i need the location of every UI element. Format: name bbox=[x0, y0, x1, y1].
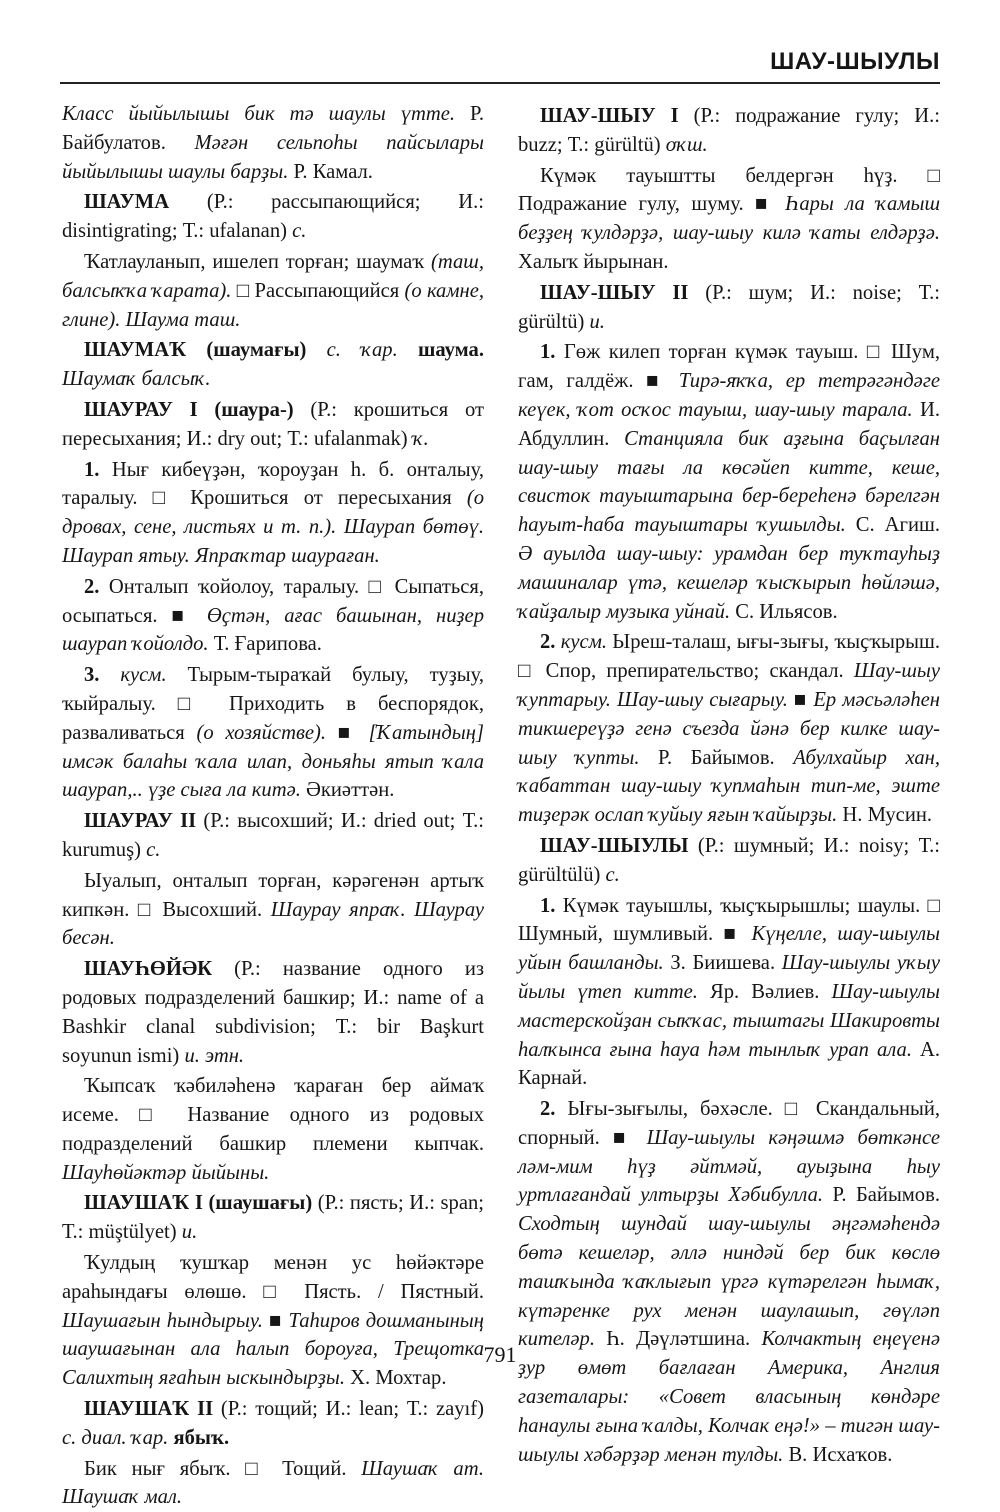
entry-headword-line bbox=[62, 336, 484, 394]
sense-paragraph bbox=[62, 456, 484, 571]
italic-text: кусм. bbox=[99, 664, 167, 687]
italic-text: Ә ауылда шау-шыу: урамдан бер туҡтауһыҙ машиналар үтә, кешеләр ҡысҡырып һөйләшә, ҡайҙалыр музыка уйнай. bbox=[518, 542, 940, 623]
sense-paragraph bbox=[518, 628, 940, 830]
sense-paragraph bbox=[62, 1249, 484, 1393]
italic-text: (таш, балсыҡҡа ҡарата). bbox=[62, 250, 484, 302]
italic-text: Тирә-яҡҡа, ер тетрәгәндәге кеүек, ҡот осҡос тауыш, шау-шыу тарала. bbox=[518, 370, 940, 421]
page-number: 791 bbox=[483, 1342, 517, 1367]
headword: 1. bbox=[84, 458, 100, 481]
italic-text: (о дровах, сене, листьях и т. п.). Шаурап бөтөү. Шаурап ятыу. Япраҡтар шаураған. bbox=[62, 487, 484, 567]
headword: 2. bbox=[540, 631, 556, 654]
italic-text: и. bbox=[181, 1221, 198, 1244]
text: □ Рассыпающийся bbox=[231, 279, 405, 302]
text: (Р.: рассыпающийся; И.: disintigrating; Т.: ufalanan) bbox=[62, 191, 484, 243]
text: Күмәк тауышлы, ҡыҫҡырышлы; шаулы. □ Шумный, шумливый. ■ bbox=[518, 894, 940, 946]
text: (Р.: название одного из родовых подразделений башкир; И.: name of a Bashkir clanal subdivision; Т.: bir Başkurt soyunun ismi) bbox=[62, 958, 484, 1067]
text: Нығ кибеүҙән, ҡороуҙан һ. б. онталыу, таралыу. □ Крошиться от пересыхания bbox=[62, 458, 484, 510]
italic-text: Ер мәсьәләһен тикшереүҙә генә съезда йәнә бер килке шау-шыу ҡупты. bbox=[518, 688, 940, 769]
italic-text: Абулхайыр хан, ҡабаттан шау-шыу ҡупмаһын тип-ме, эште тиҙерәк ослап ҡуйыу яғын ҡайырҙы. bbox=[518, 746, 940, 827]
sense-paragraph bbox=[62, 1455, 484, 1512]
text: Р. Байбулатов. bbox=[62, 103, 484, 154]
italic-text: ҡ. bbox=[412, 427, 429, 450]
text: (Р.: пясть; И.: span; Т.: müştülyet) bbox=[62, 1192, 484, 1244]
headword: ШАУ-ШЫУ II bbox=[540, 281, 689, 304]
headword: ШАУМА bbox=[84, 191, 170, 214]
text: Т. Ғарипова. bbox=[208, 633, 322, 656]
continued-text bbox=[62, 100, 484, 186]
text: Х. Мохтар. bbox=[344, 1367, 447, 1390]
sense-paragraph bbox=[62, 573, 484, 659]
text: Ҡулдың ҡушҡар менән ус һөйәктәре араһындағы өлөшө. □ Пясть. / Пястный. bbox=[62, 1252, 484, 1303]
text: Н. Мусин. bbox=[837, 804, 933, 827]
italic-text: (о камне, глине). Шаума таш. bbox=[62, 279, 485, 331]
headword: ШАУШАҠ I (шаушағы) bbox=[84, 1192, 313, 1215]
text: А. Карнай. bbox=[518, 1038, 941, 1090]
entry-headword-line bbox=[518, 279, 940, 337]
text: Ығы-зығылы, бәхәсле. □ Скандальный, спорный. ■ bbox=[518, 1098, 940, 1149]
sense-paragraph bbox=[518, 1095, 940, 1469]
headword: ШАУ-ШЫУ I bbox=[540, 105, 679, 127]
entry-headword-line bbox=[62, 807, 484, 865]
text: Ҡатлауланып, ишелеп торған; шаумаҡ bbox=[84, 250, 432, 273]
sense-paragraph bbox=[62, 1072, 484, 1187]
right-column bbox=[518, 100, 940, 1469]
italic-text: с. bbox=[146, 838, 161, 861]
running-head-title: ШАУ-ШЫУЛЫ bbox=[770, 48, 940, 75]
text: Ҡыпсаҡ ҡәбиләһенә ҡараған бер аймаҡ исеме. □ Название одного из родовых подразделений башкир племени кыпчак. bbox=[62, 1075, 484, 1155]
headword: шаума. bbox=[418, 339, 484, 362]
text: Күмәк тауыштты белдергән һүҙ. □ Подражание гулу, шуму. ■ bbox=[518, 164, 940, 216]
text: Һ. Дәүләтшина. bbox=[595, 1328, 762, 1351]
text: Ыреш-талаш, ығы-зығы, ҡыҫҡырыш. □ Спор, препирательство; скандал. bbox=[518, 631, 940, 683]
italic-text: Шаушаҡ ат. Шаушаҡ мал. bbox=[62, 1457, 484, 1509]
entry-headword-line bbox=[62, 955, 484, 1070]
italic-text: кусм. bbox=[555, 631, 607, 654]
headword: 2. bbox=[84, 575, 100, 598]
italic-text: Шау-шыулы мастерскойҙан сыҡҡас, тыштагы Шакировты һалҡынса ғына һауа һәм тынлыҡ урап ала. bbox=[518, 980, 940, 1061]
text: Р. Камал. bbox=[293, 160, 373, 183]
italic-text: с. ҡар. bbox=[306, 339, 418, 362]
entry-headword-line bbox=[62, 188, 484, 246]
headword: ШАУРАУ II bbox=[84, 810, 197, 833]
left-column bbox=[62, 100, 484, 1512]
text: (Р.: шум; И.: noise; Т.: gürültü) bbox=[518, 281, 940, 333]
sense-paragraph bbox=[518, 892, 940, 1094]
text: Ыуалып, онталып торған, кәрәгенән артыҡ кипкән. □ Высохший. bbox=[62, 869, 484, 921]
text: (Р.: подражание гулу; И.: buzz; Т.: gürültü) bbox=[518, 105, 940, 156]
text: ■ bbox=[262, 1309, 289, 1332]
italic-text: оҡш. bbox=[665, 133, 708, 156]
text: И. Абдуллин. bbox=[518, 398, 940, 450]
entry-headword-line bbox=[62, 1395, 484, 1453]
italic-text: и. bbox=[589, 310, 605, 333]
text: В. Исхаҡов. bbox=[783, 1443, 893, 1466]
italic-text: Шаушағын һындырыу. bbox=[62, 1309, 263, 1332]
italic-text: Шау-шыулы уҡыу йылы үтеп китте. bbox=[518, 952, 940, 1003]
italic-text: Шаумаҡ балсыҡ. bbox=[62, 368, 211, 391]
text: Тырым-тыраҡай булыу, туҙыу, ҡыйралыу. □ Приходить в беспорядок, разваливаться bbox=[62, 664, 484, 744]
italic-text: Шаурау япраҡ. Шаурау бесән. bbox=[62, 898, 484, 950]
italic-text: с. bbox=[605, 863, 620, 886]
italic-text: и. этн. bbox=[184, 1044, 245, 1067]
italic-text: с. диал. ҡар. bbox=[62, 1426, 174, 1449]
text: (Р.: тощий; И.: lean; Т.: zayıf) bbox=[213, 1398, 484, 1421]
entry-headword-line bbox=[62, 1189, 484, 1247]
sense-paragraph bbox=[518, 162, 940, 277]
text: (Р.: шумный; И.: noisy; Т.: gürültülü) bbox=[518, 834, 940, 886]
italic-text: Өҫтән, ағас башынан, ниҙер шаурап ҡойолдо. bbox=[62, 604, 484, 656]
sense-paragraph bbox=[62, 248, 484, 334]
text: Әкиәттән. bbox=[300, 779, 395, 802]
sense-paragraph bbox=[518, 338, 940, 626]
entry-headword-line bbox=[62, 396, 484, 454]
italic-text: Станцияла бик аҙғына баҫылған шау-шыу тағы ла көсәйеп китте, кеше, свисток тауыштарына бер-береһенә бәрелгән һауыт-һаба тауыштары ҡушылды. bbox=[518, 427, 940, 537]
text: С. Ильясов. bbox=[730, 600, 838, 623]
text: ■ bbox=[326, 721, 369, 744]
italic-text: Шауһөйәктәр йыйыны. bbox=[62, 1161, 270, 1184]
italic-text: с. bbox=[292, 220, 307, 243]
headword: ШАУРАУ I (шаура-) bbox=[84, 398, 294, 421]
italic-text: (о хозяйстве). bbox=[196, 721, 327, 744]
text: Онталып ҡойолоу, таралыу. □ Сыпаться, осыпаться. ■ bbox=[62, 575, 484, 627]
italic-text: Таһиров дошманының шаушағынан ала һалып бороуға, Трещотка Салихтың яғаһын ыскындырҙы. bbox=[62, 1309, 484, 1390]
headword: ШАУ-ШЫУЛЫ bbox=[540, 834, 689, 857]
headword: 1. bbox=[540, 894, 556, 917]
italic-text: Мәғән сельпоһы пайсылары йыйылышы шаулы барҙы. bbox=[62, 131, 484, 183]
italic-text: Колчактың еңеүенә ҙур өмөт бағлаған Америка, Англия газеталары: «Совет власының көндәре һанаулы ғына ҡалды, Колчак еңә!» – тигән шау-шыулы хәбәрҙәр менән тулды. bbox=[518, 1328, 941, 1466]
sense-paragraph bbox=[62, 661, 484, 805]
headword: ШАУҺӨЙӘК bbox=[84, 958, 213, 981]
text: З. Биишева. bbox=[663, 952, 782, 975]
entry-headword-line bbox=[518, 102, 940, 160]
italic-text: Шау-шыулы кәңәшмә бөткәнсе ләм-мим һүҙ әйтмәй, ауыҙына һыу уртлағандай ултырҙы Хәбибулла. bbox=[518, 1126, 940, 1207]
sense-paragraph bbox=[62, 867, 484, 953]
text: Р. Байымов. bbox=[639, 746, 794, 769]
headword: ШАУМАҠ (шаумағы) bbox=[84, 339, 307, 362]
text: Бик нығ ябыҡ. □ Тощий. bbox=[84, 1457, 362, 1480]
text: Халыҡ йырынан. bbox=[518, 250, 669, 273]
text: С. Агиш. bbox=[845, 514, 940, 537]
headword: 3. bbox=[84, 664, 100, 687]
headword: 2. bbox=[540, 1098, 556, 1121]
text: (Р.: крошиться от пересыхания; И.: dry out; Т.: ufalanmak) bbox=[62, 398, 485, 450]
text: ■ bbox=[787, 688, 814, 711]
text: Яр. Вәлиев. bbox=[697, 980, 832, 1003]
italic-text: Сходтың шундай шау-шыулы әңгәмәһендә бөтә кешеләр, әллә ниндәй бер бик көслө ташҡында ҡаҡлығып үргә күтәрелгән һымаҡ, күтәренке рух менән шаулашып, гөүләп кителәр. bbox=[518, 1213, 940, 1351]
italic-text: Класс йыйылышы бик тә шаулы үтте. bbox=[62, 103, 470, 125]
text: (Р.: высохший; И.: dried out; Т.: kurumuş) bbox=[62, 810, 484, 861]
entry-headword-line bbox=[518, 832, 940, 890]
text: Р. Байымов. bbox=[823, 1184, 940, 1207]
italic-text: Һары ла ҡамыш беҙҙең ҡулдәрҙә, шау-шыу килә ҡаты елдәрҙә. bbox=[518, 193, 940, 245]
italic-text: Күңелле, шау-шыулы уйын башланды. bbox=[518, 923, 941, 975]
italic-text: [Ҡатындың] имсәк балаһы ҡала илап, доньяһы ятып ҡала шаурап,.. үҙе сыға ла китә. bbox=[62, 721, 484, 802]
headword: 1. bbox=[540, 341, 556, 364]
italic-text: Шау-шыу ҡуптарыу. Шау-шыу сығарыу. bbox=[518, 660, 940, 711]
headword: ШАУШАҠ II bbox=[84, 1398, 214, 1421]
text: Гөж килеп торған күмәк тауыш. □ Шум, гам, галдёж. ■ bbox=[518, 341, 940, 393]
running-header bbox=[60, 44, 940, 84]
headword: ябыҡ. bbox=[173, 1426, 230, 1449]
